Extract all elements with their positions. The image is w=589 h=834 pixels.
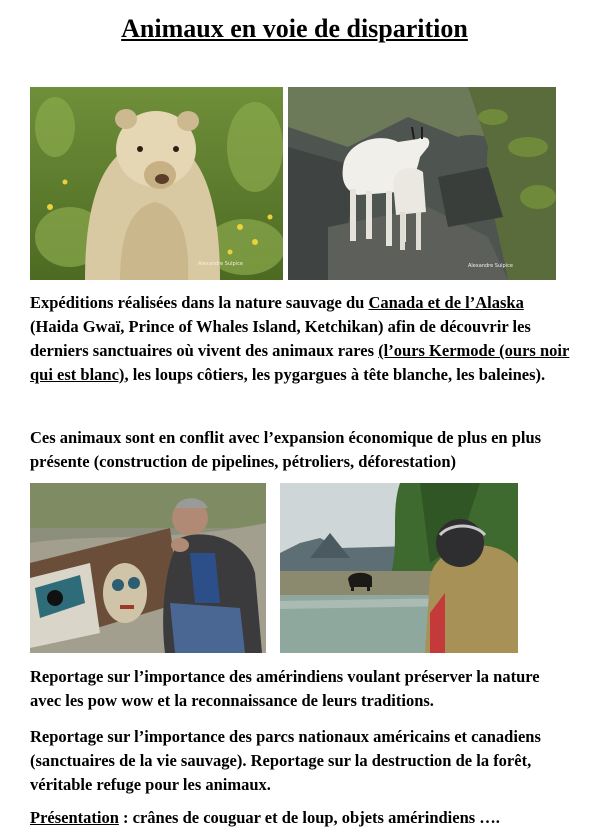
totem-pole-image xyxy=(30,483,266,653)
link-ours-kermode[interactable]: (l’ours Kermode (ours noir qui est blanc) xyxy=(30,341,570,384)
paragraph-parcs-nationaux: Reportage sur l’importance des parcs nationaux américains et canadiens (sanctuaires de la vie sauvage). Reportage sur la destruction de la forêt, véritable refuge pour les animaux. xyxy=(30,727,541,794)
para1-text-1: Expéditions réalisées dans la nature sauvage du xyxy=(30,293,369,312)
paragraph-presentation xyxy=(30,806,570,830)
photo2-credit: Alexandre Sulpice xyxy=(468,263,513,269)
mountain-goats-image xyxy=(288,87,556,280)
photo-kermode-bear xyxy=(30,87,283,280)
paragraph-conflict: Ces animaux sont en conflit avec l’expansion économique de plus en plus présente (construction de pipelines, pétroliers, déforestation) xyxy=(30,428,542,471)
paragraph-expeditions xyxy=(30,291,570,387)
photo-mountain-goats xyxy=(288,87,556,280)
link-canada-alaska[interactable]: Canada et de l’Alaska xyxy=(368,293,524,312)
presentation-label: Présentation xyxy=(30,808,119,827)
presentation-text: : crânes de couguar et de loup, objets amérindiens …. xyxy=(118,808,500,827)
page-title: Animaux en voie de disparition xyxy=(121,14,468,43)
photo-bear-shoreline xyxy=(280,483,518,653)
photo-totem-pole xyxy=(30,483,266,653)
paragraph-amerindiens: Reportage sur l’importance des amérindiens voulant préserver la nature avec les pow wow et la reconnaissance de leurs traditions. xyxy=(30,667,540,710)
para1-text-2: (Haida Gwaï, Prince of Whales Island, Ketchikan) afin de découvrir les derniers sanctuaires où vivent des animaux rares xyxy=(30,317,531,360)
bear-shoreline-image xyxy=(280,483,518,653)
para1-text-3: , les loups côtiers, les pygargues à tête blanche, les baleines). xyxy=(124,365,546,384)
photo1-credit: Alexandre Sulpice xyxy=(198,261,243,267)
kermode-bear-image xyxy=(30,87,283,280)
